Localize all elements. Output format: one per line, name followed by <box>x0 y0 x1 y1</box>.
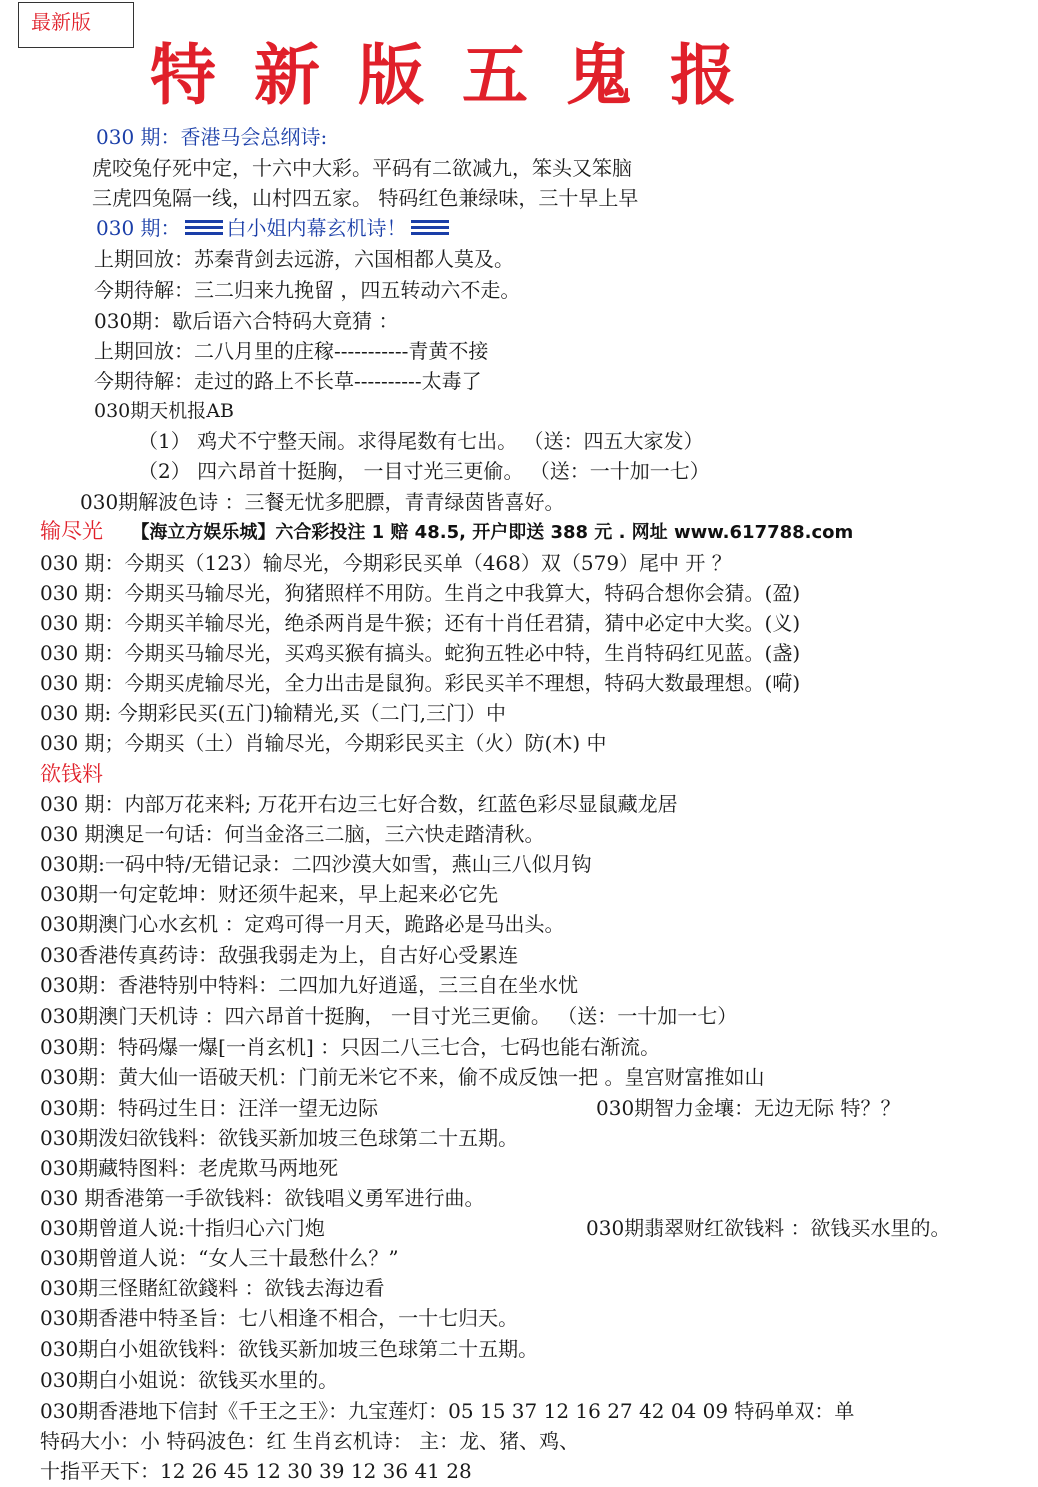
poem-line: 三虎四兔隔一线，山村四五家。 特码红色兼绿味，三十早上早 <box>92 186 639 210</box>
lose-line: 030 期：今期买马输尽光，狗猪照样不用防。生肖之中我算大，特码合想你会猜。(盈) <box>40 581 801 605</box>
riddle-line: 030期天机报AB <box>94 400 234 422</box>
money-line-left: 030期：特码过生日：汪洋一望无边际 <box>40 1096 379 1120</box>
money-line: 030期一句定乾坤：财还须牛起来，早上起来必它先 <box>40 882 499 906</box>
money-line: 030期:一码中特/无错记录：二四沙漠大如雪，燕山三八似月钩 <box>40 852 592 876</box>
money-line: 030期澳门天机诗 ：四六昂首十挺胸， 一目寸光三更偷。 （送：一十加一七） <box>40 1004 738 1028</box>
money-line: 030 期香港第一手欲钱料：欲钱唱义勇军进行曲。 <box>40 1186 485 1210</box>
money-line-right: 030期智力金壤：无边无际 特？？ <box>596 1096 901 1120</box>
lose-line: 030 期；今期买（土）肖输尽光，今期彩民买主（火）防(木) 中 <box>40 731 607 755</box>
riddle-line: 今期待解：走过的路上不长草----------太毒了 <box>94 369 482 393</box>
lose-line: 030 期：今期买虎输尽光，全力出击是鼠狗。彩民买羊不理想，特码大数最理想。(嗬) <box>40 671 801 695</box>
poem-heading: 030 期：香港马会总纲诗: <box>96 125 328 149</box>
bai-title <box>96 213 453 243</box>
poem-line: 虎咬兔仔死中定，十六中大彩。平码有二欲减九，笨头又笨脑 <box>92 156 632 180</box>
casino-ad: 【海立方娱乐城】六合彩投注 1 赔 48.5, 开户即送 388 元 . 网址 www.617788.com <box>131 522 854 543</box>
money-line: 030期香港地下信封《千王之王》：九宝莲灯：05 15 37 12 16 27 42 04 09 特码单双：单 <box>40 1399 855 1423</box>
money-line: 030期香港中特圣旨：七八相逢不相合，一十七归天。 <box>40 1306 519 1330</box>
riddle-line: （1） 鸡犬不宁整天闹。求得尾数有七出。 （送：四五大家发） <box>138 429 704 453</box>
riddle-line: 今期待解：三二归来九挽留 ，四五转动六不走。 <box>94 278 521 302</box>
bai-title-text: 白小姐内幕玄机诗！ <box>226 216 407 240</box>
money-line: 030期白小姐欲钱料：欲钱买新加坡三色球第二十五期。 <box>40 1337 539 1361</box>
riddle-line: 上期回放：二八月里的庄稼-----------青黄不接 <box>94 339 489 363</box>
money-line: 030期藏特图料：老虎欺马两地死 <box>40 1156 339 1180</box>
section-label-money: 欲钱料 <box>40 762 103 786</box>
money-line-left: 030期曾道人说:十指归心六门炮 <box>40 1216 325 1240</box>
money-line: 030期：香港特别中特料：二四加九好逍遥，三三自在坐水忧 <box>40 973 579 997</box>
money-line: 030期：黄大仙一语破天机：门前无米它不来，偷不成反蚀一把 。皇宫财富推如山 <box>40 1065 765 1089</box>
flag-icon <box>411 220 449 236</box>
edition-badge: 最新版 <box>18 2 134 48</box>
money-line: 030 期澳足一句话：何当金洛三二脑，三六快走踏清秋。 <box>40 822 545 846</box>
lose-line: 030 期：今期买（123）输尽光，今期彩民买单（468）双（579）尾中 开 ？ <box>40 551 732 575</box>
lose-section-header <box>40 516 853 548</box>
money-line: 十指平天下：12 26 45 12 30 39 12 36 41 28 <box>40 1459 472 1483</box>
money-line: 030期白小姐说：欲钱买水里的。 <box>40 1368 339 1392</box>
riddle-line: （2） 四六昂首十挺胸， 一目寸光三更偷。 （送：一十加一七） <box>138 459 710 483</box>
money-line: 030期三怪賭紅欲錢料 ：欲钱去海边看 <box>40 1276 385 1300</box>
money-line-right: 030期翡翠财红欲钱料 ：欲钱买水里的。 <box>586 1216 951 1240</box>
flag-icon <box>185 220 223 236</box>
page-title: 特新版五鬼报 <box>150 37 774 114</box>
riddle-line: 030期解波色诗 ：三餐无忧多肥膘，青青绿茵皆喜好。 <box>80 490 565 514</box>
lose-line: 030 期：今期买马输尽光，买鸡买猴有搞头。蛇狗五牲必中特，生肖特码红见蓝。(盏) <box>40 641 801 665</box>
money-line: 030期泼妇欲钱料：欲钱买新加坡三色球第二十五期。 <box>40 1126 519 1150</box>
section-label-lose: 输尽光 <box>40 519 103 543</box>
lose-line: 030 期：今期买羊输尽光，绝杀两肖是牛猴；还有十肖任君猜，猜中必定中大奖。(义) <box>40 611 801 635</box>
bai-title-prefix: 030 期： <box>96 216 181 240</box>
riddle-line: 030期：歇后语六合特码大竟猜 ： <box>94 309 399 333</box>
riddle-line: 上期回放：苏秦背剑去远游，六国相都人莫及。 <box>94 247 514 271</box>
money-line: 030期：特码爆一爆[一肖玄机] ：只因二八三七合，七码也能右渐流。 <box>40 1035 661 1059</box>
money-line: 030期曾道人说：“女人三十最愁什么？” <box>40 1246 399 1270</box>
money-line: 030期澳门心水玄机 ：定鸡可得一月天，跪路必是马出头。 <box>40 912 565 936</box>
money-line: 030香港传真药诗：敌强我弱走为上，自古好心受累连 <box>40 943 519 967</box>
lose-line: 030 期: 今期彩民买(五门)输精光,买（二门,三门）中 <box>40 701 506 725</box>
money-line: 特码大小：小 特码波色：红 生肖玄机诗： 主：龙、猪、鸡、 <box>40 1429 580 1453</box>
money-line: 030 期：内部万花来料; 万花开右边三七好合数，红蓝色彩尽显鼠藏龙居 <box>40 792 678 816</box>
